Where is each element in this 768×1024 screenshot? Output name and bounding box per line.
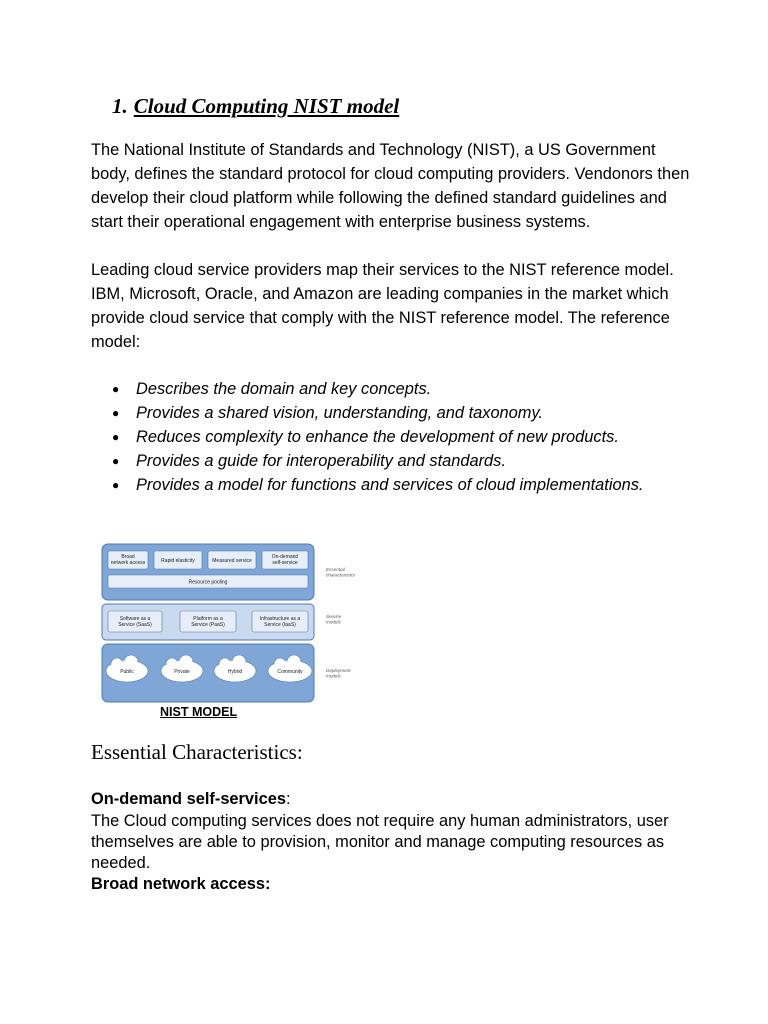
bullet-text: Provides a shared vision, understanding, and taxonomy. xyxy=(136,404,543,422)
bullet-icon: ● xyxy=(112,454,120,468)
service-label-line: Service (IaaS) xyxy=(264,622,296,628)
side-label-line: Essential xyxy=(326,567,345,572)
service-label-line: Software as a xyxy=(119,616,151,622)
service-label-line: Service (PaaS) xyxy=(191,622,225,628)
figure-caption: NIST MODEL xyxy=(160,705,238,719)
essential-label-line: On-demand xyxy=(271,554,299,560)
broad-network-subheading xyxy=(91,874,270,895)
paragraph-intro: The National Institute of Standards and Technology (NIST), a US Government body, defines the standard protocol for cloud computing providers. Vendonors then develop their cloud platform while following the defined standard guidelines and start their operational engagement with enterprise business systems. xyxy=(91,141,690,231)
side-label-line: models xyxy=(326,673,341,679)
essential-side-label xyxy=(326,567,356,578)
deployment-label: Hybrid xyxy=(227,669,243,675)
essential-label: Measured service xyxy=(212,558,252,564)
essential-label-line: Broad xyxy=(121,554,135,560)
bullet-icon: ● xyxy=(112,478,120,492)
deployment-side-label xyxy=(326,668,351,679)
essential-label xyxy=(272,554,299,566)
on-demand-subheading xyxy=(91,789,291,810)
list-item xyxy=(112,473,672,497)
list-item xyxy=(112,449,672,473)
heading-text: Essential Characteristics xyxy=(91,740,297,764)
bullet-text: Describes the domain and key concepts. xyxy=(136,380,432,398)
bullet-icon: ● xyxy=(112,430,120,444)
essential-label-line: network access xyxy=(110,560,146,566)
bullet-icon: ● xyxy=(112,382,120,396)
nist-model-diagram xyxy=(100,542,368,720)
section-heading xyxy=(112,94,399,119)
essential-label-line: self-service xyxy=(272,560,298,566)
section-title: Cloud Computing NIST model xyxy=(133,94,400,118)
service-label-line: Platform as a xyxy=(193,616,223,622)
essential-characteristics-heading xyxy=(91,740,303,765)
subheading-title: On-demand self-services xyxy=(91,790,286,808)
heading-suffix: : xyxy=(296,740,303,764)
service-label-line: Service (SaaS) xyxy=(118,622,152,628)
deployment-label: Community xyxy=(277,669,303,675)
bullet-text: Provides a model for functions and services of cloud implementations. xyxy=(136,476,644,494)
service-side-label xyxy=(326,614,342,625)
section-number: 1. xyxy=(112,94,128,118)
service-label xyxy=(260,616,301,628)
essential-label: Rapid elasticity xyxy=(161,558,195,564)
list-item xyxy=(112,401,672,425)
bullet-text: Provides a guide for interoperability and standards. xyxy=(136,452,506,470)
resource-pooling-label: Resource pooling xyxy=(188,579,228,586)
list-item xyxy=(112,425,672,449)
deployment-label: Private xyxy=(174,669,190,675)
bullet-text: Reduces complexity to enhance the development of new products. xyxy=(136,428,619,446)
on-demand-body: The Cloud computing services does not require any human administrators, user themselves are able to provision, monitor and manage computing resources as needed. xyxy=(91,812,669,872)
subheading-suffix: : xyxy=(285,790,291,808)
paragraph-reference-model: Leading cloud service providers map their services to the NIST reference model. IBM, Microsoft, Oracle, and Amazon are leading companies in the market which provide cloud service that comply with the NIST reference model. The reference model: xyxy=(91,261,674,351)
bullet-list xyxy=(112,377,672,497)
list-item xyxy=(112,377,672,401)
bullet-icon: ● xyxy=(112,406,120,420)
service-label xyxy=(118,616,152,628)
side-label-line: models xyxy=(326,619,341,625)
side-label-line: Deployment xyxy=(326,668,351,673)
deployment-label: Public xyxy=(120,669,134,675)
subheading-title: Broad network access: xyxy=(91,875,271,893)
service-label-line: Infrastructure as a xyxy=(259,616,301,622)
side-label-line: characteristics xyxy=(326,572,356,578)
side-label-line: Service xyxy=(326,614,342,619)
service-label xyxy=(191,616,225,628)
